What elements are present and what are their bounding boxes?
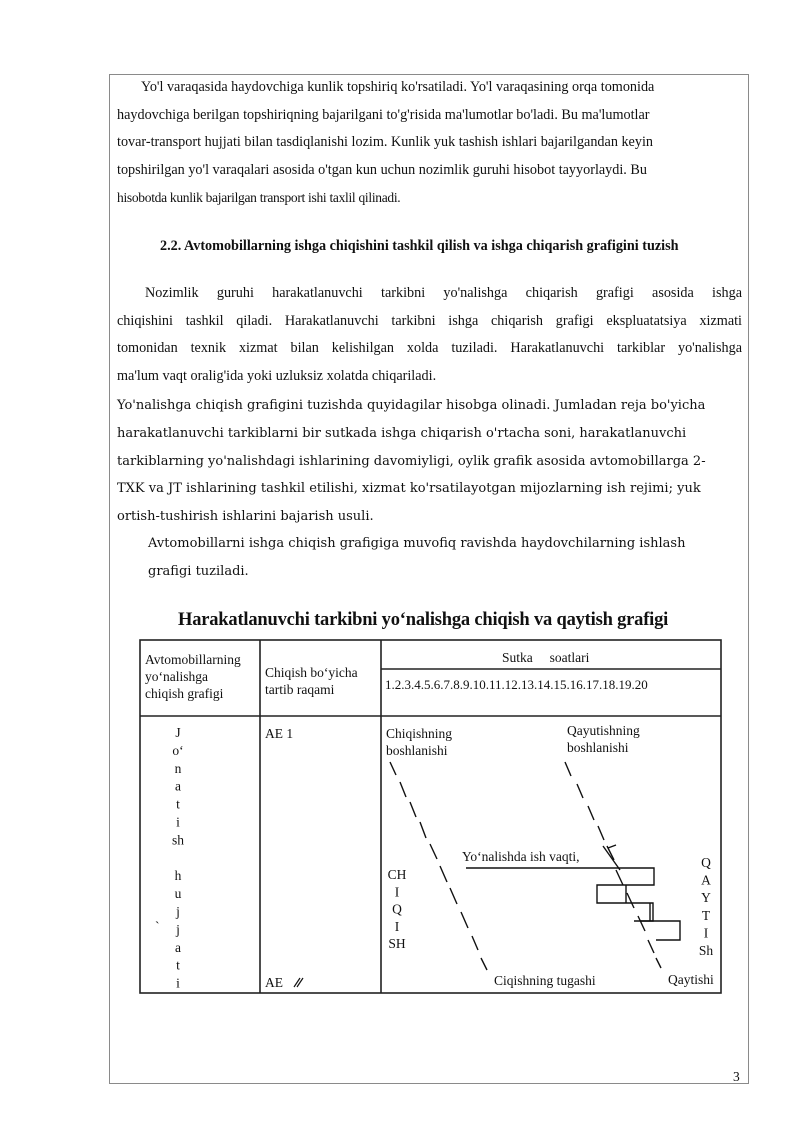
return-line: [565, 762, 661, 968]
section-heading: 2.2. Avtomobillarning ishga chiqishini tashkil qilish va ishga chiqarish grafigini tuzish: [160, 238, 679, 254]
paragraph-line: hisobotda kunlik bajarilgan transport ishi taxlil qilinadi.: [117, 190, 401, 205]
paragraph-line: Nozimlik guruhi harakatlanuvchi tarkibni yo'nalishga chiqarish grafigi asosida ishga: [145, 285, 742, 301]
paragraph-line: topshirilgan yo'l varaqalari asosida o'tgan kun uchun nozimlik guruhi hisobot tayyorlaydi. Bu: [117, 161, 647, 178]
qaytish-char: A: [701, 872, 711, 888]
vlabel-char: i: [176, 814, 180, 830]
col2-header-line: Chiqish bo‘yicha: [265, 665, 358, 680]
vlabel-char: a: [175, 939, 181, 955]
return-start-label-line: Qayutishning: [567, 723, 640, 738]
vlabel-char: j: [176, 904, 180, 919]
first-vehicle-label: AE 1: [265, 726, 294, 741]
route-time-label: Yo‘nalishda ish vaqti,: [462, 849, 580, 864]
vlabel-char: sh: [171, 832, 185, 848]
return-label: Qaytishi: [668, 972, 714, 987]
page-number: 3: [733, 1069, 740, 1084]
paragraph-line: Yo'l varaqasida haydovchiga kunlik topshiriq ko'rsatiladi. Yo'l varaqasining orqa tomonida: [141, 79, 655, 95]
vlabel-char: n: [174, 760, 182, 776]
chiqish-char: SH: [388, 936, 406, 952]
table-grid: [140, 640, 721, 993]
vlabel-char: j: [176, 921, 180, 937]
paragraph-line: tarkiblarning yo'nalishdagi ishlarining davomiyligi, oylik grafik asosida avtomobillarga 2-: [117, 453, 706, 469]
vertical-label-jonatish: [172, 725, 184, 991]
col1-header-line: Avtomobillarning: [145, 652, 241, 667]
vertical-label-chiqish: [388, 867, 407, 951]
paragraph-line: TXK va JT ishlarining tashkil etilishi, xizmat ko'rsatilayotgan mijozlarning ish rejimi; yuk: [117, 481, 701, 497]
qaytish-char: T: [701, 907, 711, 923]
paragraph-line: ma'lum vaqt oralig'ida yoki uzluksiz xolatda chiqariladi.: [117, 367, 437, 384]
chiqish-char: Q: [392, 901, 402, 917]
qaytish-char: Y: [701, 890, 711, 906]
paragraph-line: Avtomobillarni ishga chiqish grafigiga muvofiq ravishda haydovchilarning ishlash: [148, 536, 686, 551]
paragraph-line: grafigi tuziladi.: [148, 564, 249, 579]
start-label-line: boshlanishi: [386, 743, 448, 758]
paragraph-line: Yo'nalishga chiqish grafigini tuzishda quyidagilar hisobga olinadi. Jumladan reja bo'yicha: [117, 398, 706, 413]
hours-scale: 1.2.3.4.5.6.7.8.9.10.11.12.13.14.15.16.17.18.19.20: [385, 677, 648, 692]
chart-title: Harakatlanuvchi tarkibni yo‘nalishga chiqish va qaytish grafigi: [178, 610, 669, 630]
vlabel-char: t: [176, 957, 180, 973]
vlabel-char: h: [174, 868, 182, 884]
start-label-line: Chiqishning: [386, 726, 453, 741]
stray-mark: `: [155, 919, 160, 934]
vlabel-char: t: [176, 796, 180, 812]
return-start-label-line: boshlanishi: [567, 740, 629, 755]
paragraph-line: harakatlanuvchi tarkiblarni bir sutkada ishga chiqarish o'rtacha soni, harakatlanuvchi: [117, 425, 687, 441]
chiqish-char: CH: [387, 867, 407, 882]
vlabel-char: a: [175, 778, 181, 794]
paragraph-line: tovar-transport hujjati bilan tasdiqlanishi lozim. Kunlik yuk tashish ishlari bajarilgandan keyin: [117, 134, 653, 150]
chiqish-char: I: [394, 884, 400, 900]
col1-header-line: yo‘nalishga: [145, 669, 208, 684]
qaytish-char: Q: [701, 855, 711, 870]
col2-header-line: tartib raqami: [265, 682, 335, 697]
last-vehicle-label: AE: [265, 975, 283, 990]
last-vehicle-mark: [294, 978, 303, 987]
col3-header: Sutka soatlari: [502, 650, 590, 665]
vlabel-char: u: [174, 886, 182, 902]
paragraph-line: tomonidan texnik xizmat bilan kelishilgan xolda tuziladi. Harakatlanuvchi tarkiblar yo'nalishga: [117, 340, 742, 356]
chiqish-char: I: [394, 918, 400, 934]
paragraph-line: chiqishini tashkil qiladi. Harakatlanuvchi tarkibni ishga chiqarish grafigi ekspluatatsiya xizmati: [117, 312, 742, 329]
vlabel-char: J: [175, 725, 181, 740]
vlabel-char: o‘: [172, 742, 184, 758]
vlabel-char: i: [176, 975, 180, 991]
col1-header-line: chiqish grafigi: [145, 686, 224, 701]
paragraph-line: ortish-tushirish ishlarini bajarish usuli.: [117, 509, 374, 525]
qaytish-char: Sh: [698, 943, 714, 958]
end-label: Ciqishning tugashi: [494, 973, 596, 988]
vertical-label-qaytish: [699, 855, 714, 958]
paragraph-line: haydovchiga berilgan topshiriqning bajarilgani to'g'risida ma'lumotlar bo'ladi. Bu ma'lumotlar: [117, 106, 650, 123]
qaytish-char: I: [703, 925, 709, 941]
